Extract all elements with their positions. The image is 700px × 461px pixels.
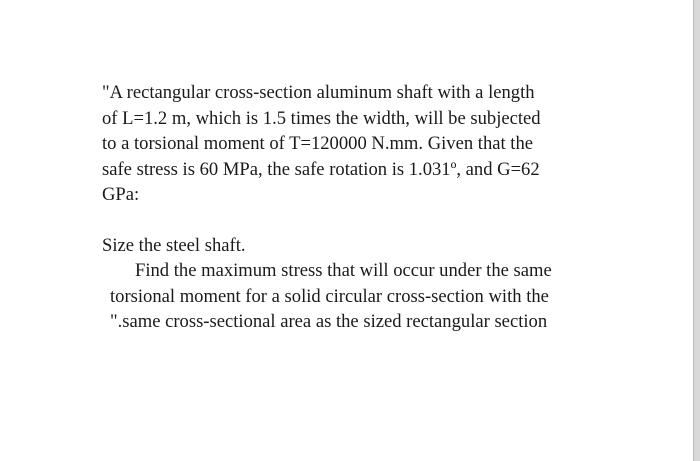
task-find-stress-line: Find the maximum stress that will occur under the same xyxy=(135,260,552,281)
problem-line: of L=1.2 m, which is 1.5 times the width, will be subjected xyxy=(102,107,541,129)
problem-line: GPa: xyxy=(102,184,140,205)
paragraph-gap xyxy=(102,208,622,233)
page-right-edge xyxy=(693,0,700,461)
task-find-stress-line: torsional moment for a solid circular cross-section with the xyxy=(110,285,549,307)
problem-line: safe stress is 60 MPa, the safe rotation is 1.031º, and G=62 xyxy=(102,158,540,180)
problem-text xyxy=(102,80,622,335)
task-find-stress-line: ".same cross-sectional area as the sized rectangular section xyxy=(110,311,548,332)
problem-line: to a torsional moment of T=120000 N.mm. Given that the xyxy=(102,133,534,154)
task-size-shaft: Size the steel shaft. xyxy=(102,234,246,256)
problem-line: "A rectangular cross-section aluminum shaft with a length xyxy=(102,82,535,103)
